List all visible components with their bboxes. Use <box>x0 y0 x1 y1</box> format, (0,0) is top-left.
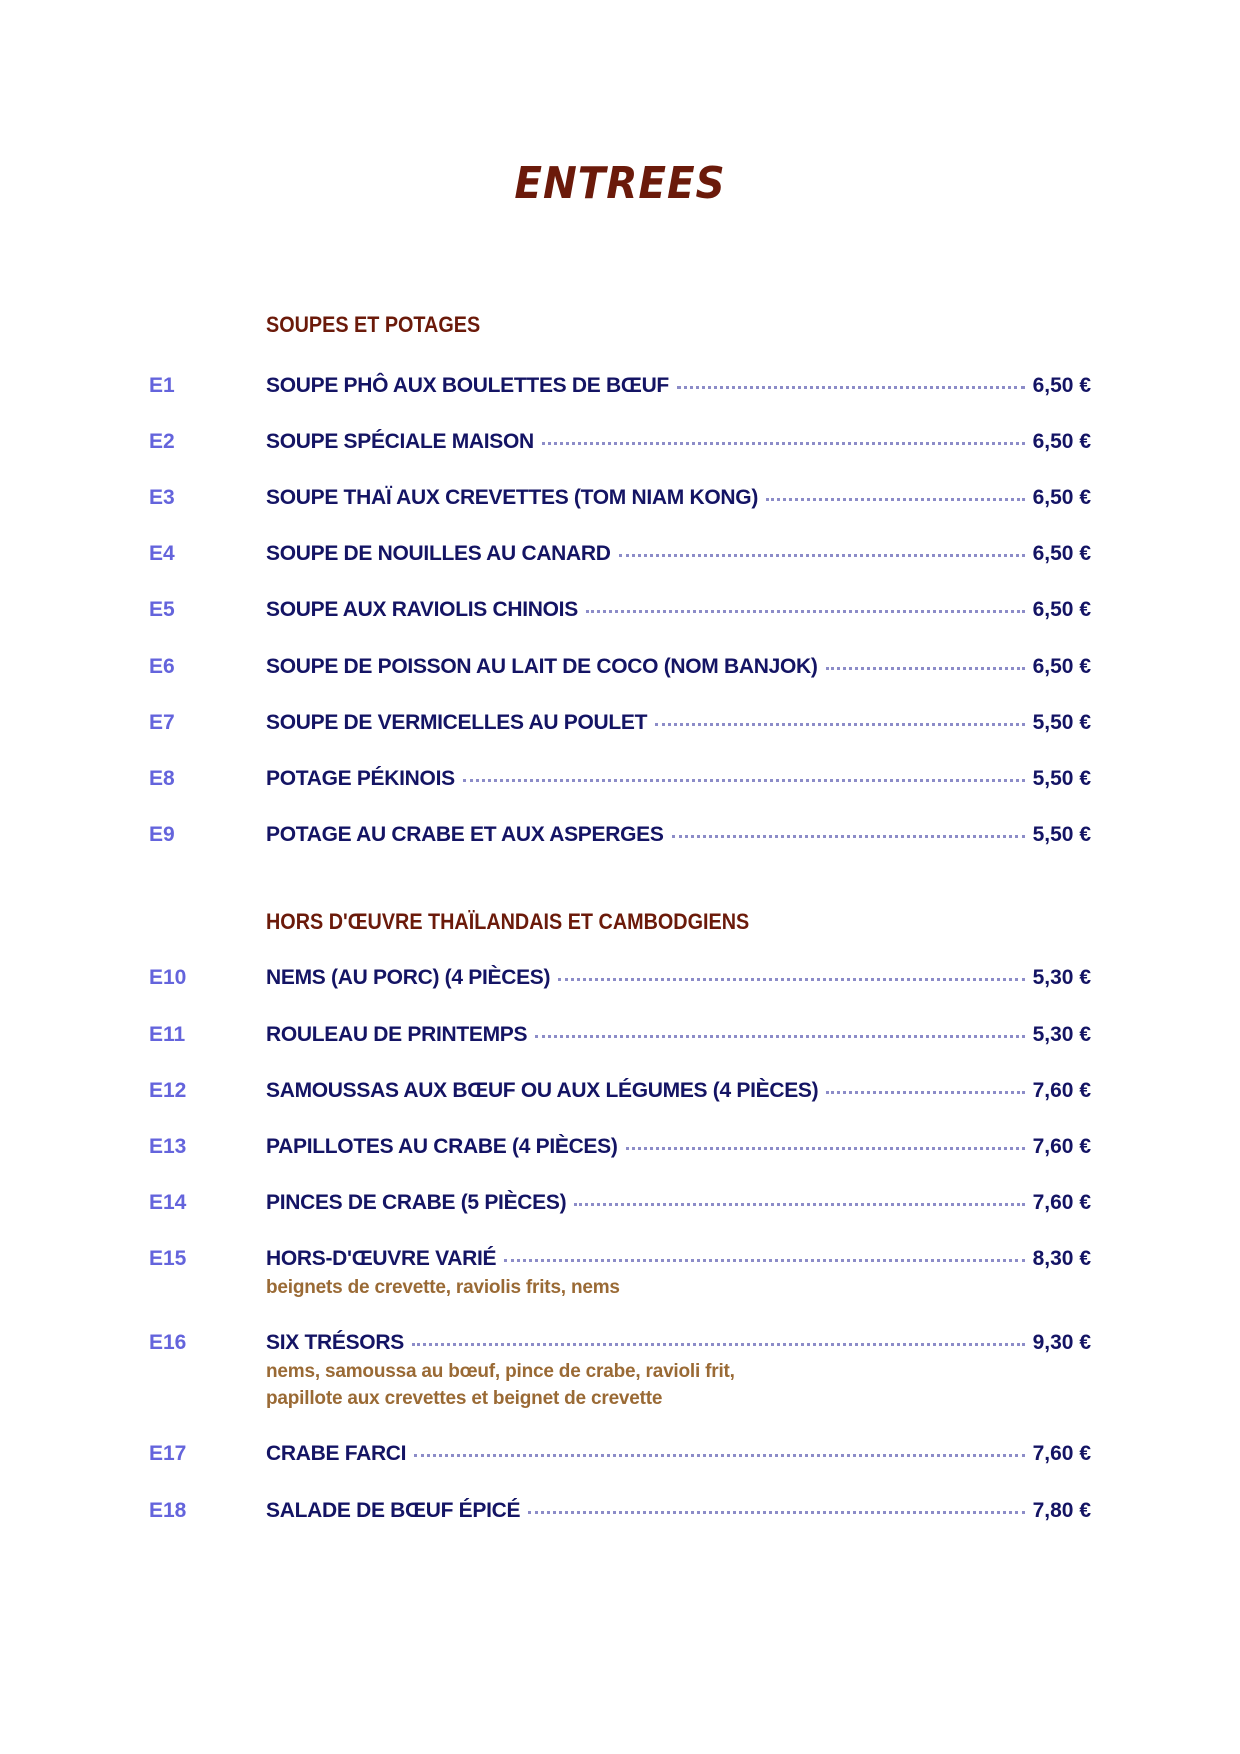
item-price: 6,50 € <box>1032 374 1091 397</box>
item-name: SAMOUSSAS AUX BŒUF OU AUX LÉGUMES (4 PIÈCES) <box>266 1079 819 1102</box>
item-line <box>266 486 1091 510</box>
menu-item <box>149 1191 1091 1219</box>
item-line <box>266 1442 1091 1466</box>
item-line <box>266 1079 1091 1103</box>
item-code: E11 <box>149 1023 186 1046</box>
menu-item <box>149 374 1091 402</box>
item-price: 6,50 € <box>1032 430 1091 453</box>
item-line <box>266 823 1091 847</box>
item-code: E17 <box>149 1442 187 1465</box>
item-price: 6,50 € <box>1032 486 1091 509</box>
item-name: SOUPE SPÉCIALE MAISON <box>266 430 534 453</box>
item-line <box>266 430 1091 454</box>
item-price: 7,60 € <box>1032 1191 1091 1214</box>
item-price: 6,50 € <box>1032 542 1091 565</box>
menu-item <box>149 767 1091 795</box>
item-description: nems, samoussa au bœuf, pince de crabe, ravioli frit, <box>266 1361 735 1382</box>
dot-leader <box>414 1454 1024 1457</box>
dot-leader <box>626 1147 1025 1150</box>
dot-leader <box>558 978 1024 981</box>
item-price: 7,60 € <box>1032 1135 1091 1158</box>
section-heading-soupes: SOUPES ET POTAGES <box>266 312 481 337</box>
item-code: E9 <box>149 823 175 846</box>
menu-item <box>149 486 1091 514</box>
item-name: SOUPE DE NOUILLES AU CANARD <box>266 542 611 565</box>
dot-leader <box>412 1343 1025 1346</box>
item-code: E8 <box>149 767 175 790</box>
item-code: E14 <box>149 1191 187 1214</box>
item-description: papillote aux crevettes et beignet de crevette <box>266 1388 663 1409</box>
dot-leader <box>619 554 1025 557</box>
item-code: E18 <box>149 1499 187 1522</box>
item-line <box>266 655 1091 679</box>
item-name: SOUPE THAÏ AUX CREVETTES (TOM NIAM KONG) <box>266 486 759 509</box>
menu-item <box>149 1499 1091 1527</box>
item-price: 5,50 € <box>1032 823 1091 846</box>
dot-leader <box>672 835 1025 838</box>
item-line <box>266 711 1091 735</box>
item-name: HORS-D'ŒUVRE VARIÉ <box>266 1247 497 1270</box>
item-name: PAPILLOTES AU CRABE (4 PIÈCES) <box>266 1135 618 1158</box>
dot-leader <box>535 1035 1024 1038</box>
item-line <box>266 1331 1091 1355</box>
item-name: NEMS (AU PORC) (4 PIÈCES) <box>266 966 551 989</box>
item-price: 7,60 € <box>1032 1079 1091 1102</box>
item-name: SIX TRÉSORS <box>266 1331 404 1354</box>
dot-leader <box>586 610 1025 613</box>
item-line <box>266 598 1091 622</box>
item-line <box>266 767 1091 791</box>
menu-item <box>149 430 1091 458</box>
item-code: E4 <box>149 542 175 565</box>
item-code: E16 <box>149 1331 187 1354</box>
menu-item <box>149 1079 1091 1107</box>
item-description: beignets de crevette, raviolis frits, nems <box>266 1277 620 1298</box>
item-price: 7,60 € <box>1032 1442 1091 1465</box>
item-name: POTAGE PÉKINOIS <box>266 767 455 790</box>
menu-item <box>149 711 1091 739</box>
item-code: E5 <box>149 598 175 621</box>
section-heading-hors-doeuvre: HORS D'ŒUVRE THAÏLANDAIS ET CAMBODGIENS <box>266 909 750 934</box>
menu-item <box>149 823 1091 851</box>
menu-item <box>149 1023 1091 1051</box>
dot-leader <box>528 1511 1024 1514</box>
dot-leader <box>826 667 1025 670</box>
item-price: 6,50 € <box>1032 598 1091 621</box>
dot-leader <box>504 1259 1024 1262</box>
dot-leader <box>826 1091 1024 1094</box>
item-code: E1 <box>149 374 175 397</box>
item-price: 5,30 € <box>1032 966 1091 989</box>
item-name: ROULEAU DE PRINTEMPS <box>266 1023 528 1046</box>
item-name: CRABE FARCI <box>266 1442 407 1465</box>
item-code: E6 <box>149 655 175 678</box>
item-name: SOUPE PHÔ AUX BOULETTES DE BŒUF <box>266 374 669 397</box>
item-code: E3 <box>149 486 175 509</box>
menu-item <box>149 966 1091 994</box>
item-price: 9,30 € <box>1032 1331 1091 1354</box>
item-name: SOUPE AUX RAVIOLIS CHINOIS <box>266 598 578 621</box>
item-code: E12 <box>149 1079 187 1102</box>
item-line <box>266 1191 1091 1215</box>
dot-leader <box>766 498 1025 501</box>
dot-leader <box>574 1203 1024 1206</box>
menu-item <box>149 1442 1091 1470</box>
item-line <box>266 374 1091 398</box>
page-title: ENTREES <box>514 158 726 209</box>
menu-item <box>149 655 1091 683</box>
dot-leader <box>655 723 1025 726</box>
item-name: PINCES DE CRABE (5 PIÈCES) <box>266 1191 567 1214</box>
menu-item <box>149 542 1091 570</box>
item-code: E7 <box>149 711 175 734</box>
item-name: POTAGE AU CRABE ET AUX ASPERGES <box>266 823 664 846</box>
item-code: E2 <box>149 430 175 453</box>
menu-item <box>149 1331 1091 1409</box>
item-price: 8,30 € <box>1032 1247 1091 1270</box>
item-name: SOUPE DE POISSON AU LAIT DE COCO (NOM BANJOK) <box>266 655 818 678</box>
item-name: SALADE DE BŒUF ÉPICÉ <box>266 1499 521 1522</box>
item-line <box>266 966 1091 990</box>
item-line <box>266 1499 1091 1523</box>
menu-item <box>149 598 1091 626</box>
item-code: E13 <box>149 1135 187 1158</box>
item-price: 5,30 € <box>1032 1023 1091 1046</box>
item-name: SOUPE DE VERMICELLES AU POULET <box>266 711 648 734</box>
dot-leader <box>463 779 1025 782</box>
item-code: E15 <box>149 1247 187 1270</box>
item-line <box>266 1247 1091 1271</box>
item-price: 7,80 € <box>1032 1499 1091 1522</box>
item-price: 6,50 € <box>1032 655 1091 678</box>
item-line <box>266 1023 1091 1047</box>
dot-leader <box>677 386 1025 389</box>
item-line <box>266 542 1091 566</box>
item-price: 5,50 € <box>1032 711 1091 734</box>
item-code: E10 <box>149 966 187 989</box>
item-price: 5,50 € <box>1032 767 1091 790</box>
dot-leader <box>542 442 1025 445</box>
item-line <box>266 1135 1091 1159</box>
menu-item <box>149 1135 1091 1163</box>
menu-item <box>149 1247 1091 1298</box>
